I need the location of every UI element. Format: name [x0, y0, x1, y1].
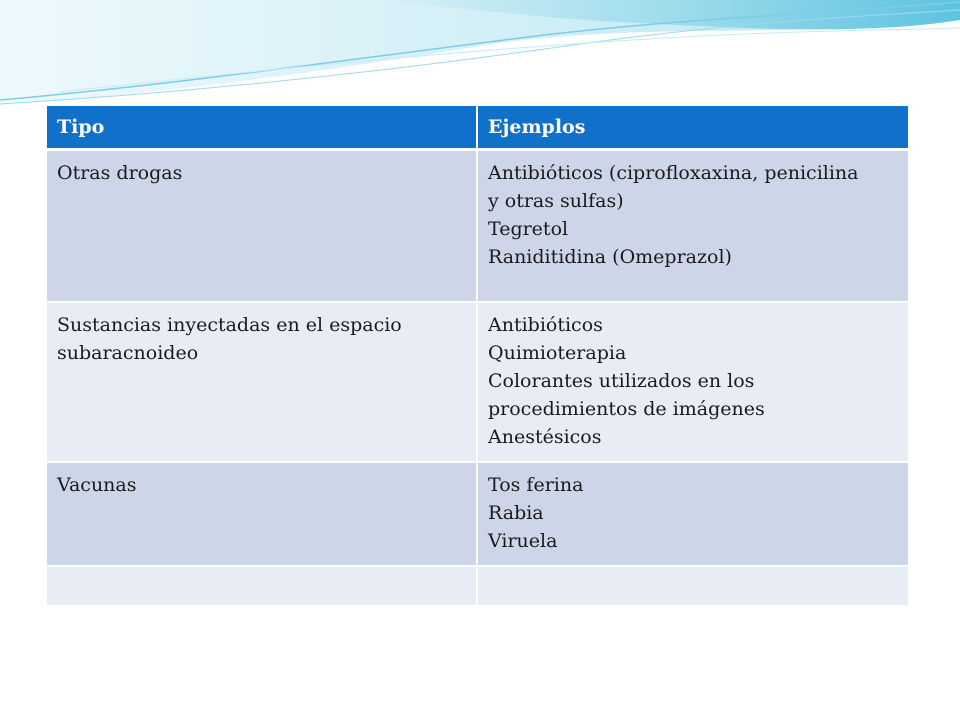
cell-ejemplos — [477, 150, 909, 303]
cell-ejemplos — [477, 462, 909, 566]
cell-text: Antibióticos — [488, 314, 603, 336]
cell-text: Otras drogas — [57, 162, 183, 184]
cell-ejemplos — [477, 566, 909, 606]
cell-text: subaracnoideo — [57, 342, 199, 364]
cell-text: Rabia — [488, 502, 544, 524]
cell-text: y otras sulfas) — [488, 190, 624, 212]
table-row — [46, 462, 909, 566]
header-ejemplos: Ejemplos — [477, 105, 909, 150]
table-row — [46, 302, 909, 462]
cell-text: Sustancias inyectadas en el espacio — [57, 314, 402, 336]
cell-tipo — [46, 302, 477, 462]
cell-text: procedimientos de imágenes — [488, 398, 765, 420]
table-row — [46, 150, 909, 303]
cell-text: Colorantes utilizados en los — [488, 370, 755, 392]
cell-text: Quimioterapia — [488, 342, 627, 364]
cell-text: Anestésicos — [488, 426, 602, 448]
cell-text: Tegretol — [488, 218, 569, 240]
cell-text: Antibióticos (ciprofloxaxina, penicilina — [488, 162, 859, 184]
cell-text: Viruela — [488, 530, 558, 552]
cell-tipo — [46, 150, 477, 303]
cell-text: Vacunas — [57, 474, 137, 496]
table-header-row — [46, 105, 909, 150]
cell-text: Raniditidina (Omeprazol) — [488, 246, 732, 268]
header-wave-decoration — [0, 0, 960, 110]
cell-text: Tos ferina — [488, 474, 584, 496]
drug-types-table — [45, 104, 910, 607]
cell-tipo — [46, 462, 477, 566]
table-row — [46, 566, 909, 606]
cell-ejemplos — [477, 302, 909, 462]
cell-tipo — [46, 566, 477, 606]
header-tipo: Tipo — [46, 105, 477, 150]
